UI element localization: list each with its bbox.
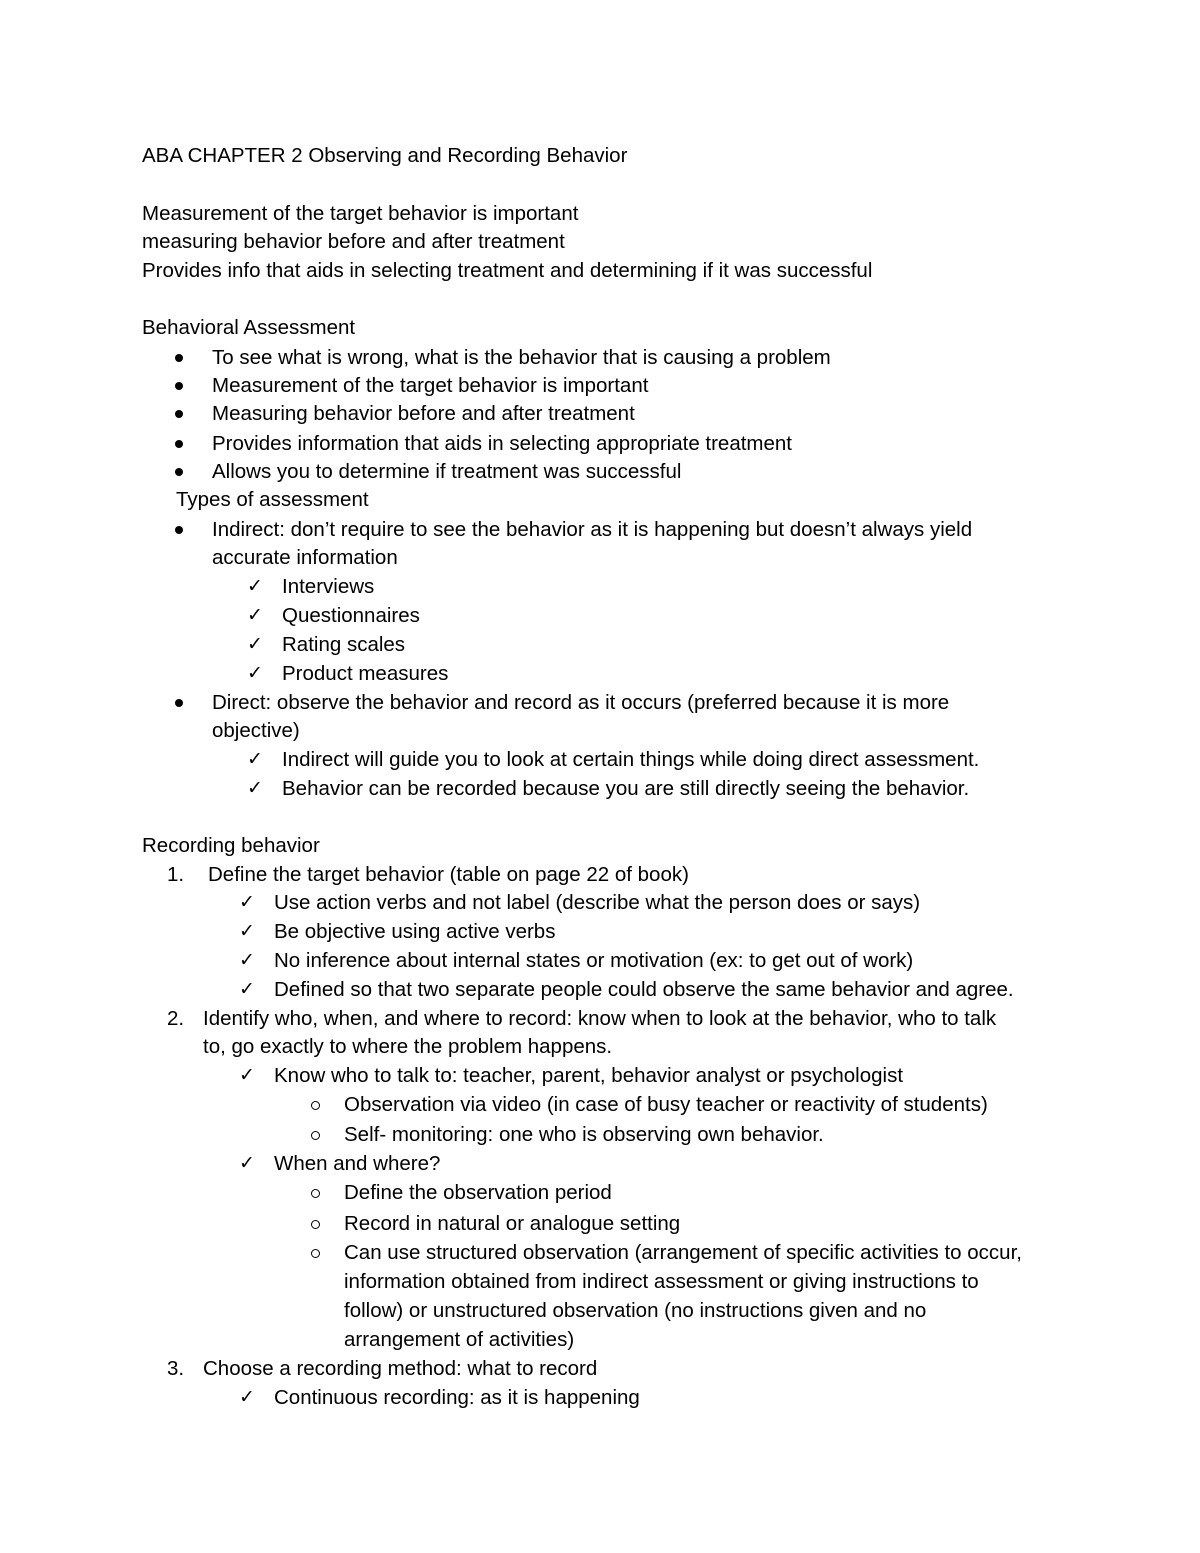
check-item: Product measures <box>282 662 449 685</box>
intro-line: Provides info that aids in selecting treatment and determining if it was successful <box>142 259 873 282</box>
bullet-icon <box>175 526 183 534</box>
check-item: Continuous recording: as it is happening <box>274 1386 640 1409</box>
sub-item: Record in natural or analogue setting <box>344 1212 681 1235</box>
checkmark-icon: ✓ <box>239 891 255 913</box>
bullet-icon <box>175 354 183 362</box>
intro-line: measuring behavior before and after treatment <box>142 230 565 253</box>
step-text-cont: to, go exactly to where the problem happens. <box>203 1035 613 1058</box>
sub-item: Can use structured observation (arrangement of specific activities to occur, <box>344 1241 1022 1264</box>
subsection-heading: Types of assessment <box>176 488 369 511</box>
step-text: Choose a recording method: what to record <box>203 1357 598 1380</box>
section-heading: Behavioral Assessment <box>142 316 356 339</box>
direct-item-cont: objective) <box>212 719 300 742</box>
bullet-item: Allows you to determine if treatment was successful <box>212 460 682 483</box>
check-item: Interviews <box>282 575 375 598</box>
checkmark-icon: ✓ <box>247 662 263 684</box>
check-item: Indirect will guide you to look at certain things while doing direct assessment. <box>282 748 980 771</box>
step-text: Define the target behavior (table on page 22 of book) <box>208 863 689 886</box>
indirect-item: Indirect: don’t require to see the behavior as it is happening but doesn’t always yield <box>212 518 973 541</box>
sub-item-cont: information obtained from indirect assessment or giving instructions to <box>344 1270 979 1293</box>
step-number: 3. <box>167 1357 185 1380</box>
checkmark-icon: ✓ <box>247 575 263 597</box>
bullet-icon <box>175 410 183 418</box>
check-item: Use action verbs and not label (describe what the person does or says) <box>274 891 921 914</box>
circle-bullet-icon <box>311 1101 320 1110</box>
indirect-item-cont: accurate information <box>212 546 398 569</box>
check-item: Defined so that two separate people could observe the same behavior and agree. <box>274 978 1014 1001</box>
sub-item: Self- monitoring: one who is observing own behavior. <box>344 1123 824 1146</box>
step-number: 1. <box>167 863 185 886</box>
sub-item: Define the observation period <box>344 1181 612 1204</box>
checkmark-icon: ✓ <box>239 920 255 942</box>
document-title: ABA CHAPTER 2 Observing and Recording Behavior <box>142 144 628 167</box>
circle-bullet-icon <box>311 1220 320 1229</box>
checkmark-icon: ✓ <box>239 1064 255 1086</box>
sub-item-cont: follow) or unstructured observation (no instructions given and no <box>344 1299 927 1322</box>
section-heading: Recording behavior <box>142 834 320 857</box>
check-item: Questionnaires <box>282 604 420 627</box>
sub-item: Observation via video (in case of busy teacher or reactivity of students) <box>344 1093 988 1116</box>
check-item: Be objective using active verbs <box>274 920 556 943</box>
check-item: Know who to talk to: teacher, parent, behavior analyst or psychologist <box>274 1064 904 1087</box>
step-text: Identify who, when, and where to record: know when to look at the behavior, who to talk <box>203 1007 997 1030</box>
bullet-icon <box>175 440 183 448</box>
check-item: Rating scales <box>282 633 406 656</box>
sub-item-cont: arrangement of activities) <box>344 1328 575 1351</box>
checkmark-icon: ✓ <box>239 978 255 1000</box>
checkmark-icon: ✓ <box>239 949 255 971</box>
bullet-item: Measurement of the target behavior is important <box>212 374 649 397</box>
circle-bullet-icon <box>311 1189 320 1198</box>
circle-bullet-icon <box>311 1249 320 1258</box>
direct-item: Direct: observe the behavior and record as it occurs (preferred because it is more <box>212 691 950 714</box>
bullet-icon <box>175 699 183 707</box>
checkmark-icon: ✓ <box>239 1152 255 1174</box>
bullet-item: Provides information that aids in selecting appropriate treatment <box>212 432 793 455</box>
checkmark-icon: ✓ <box>247 633 263 655</box>
checkmark-icon: ✓ <box>239 1386 255 1408</box>
checkmark-icon: ✓ <box>247 777 263 799</box>
bullet-item: To see what is wrong, what is the behavior that is causing a problem <box>212 346 831 369</box>
circle-bullet-icon <box>311 1131 320 1140</box>
check-item: No inference about internal states or motivation (ex: to get out of work) <box>274 949 914 972</box>
check-item: When and where? <box>274 1152 441 1175</box>
bullet-item: Measuring behavior before and after treatment <box>212 402 635 425</box>
check-item: Behavior can be recorded because you are still directly seeing the behavior. <box>282 777 970 800</box>
intro-line: Measurement of the target behavior is important <box>142 202 579 225</box>
checkmark-icon: ✓ <box>247 748 263 770</box>
step-number: 2. <box>167 1007 185 1030</box>
checkmark-icon: ✓ <box>247 604 263 626</box>
bullet-icon <box>175 468 183 476</box>
bullet-icon <box>175 382 183 390</box>
